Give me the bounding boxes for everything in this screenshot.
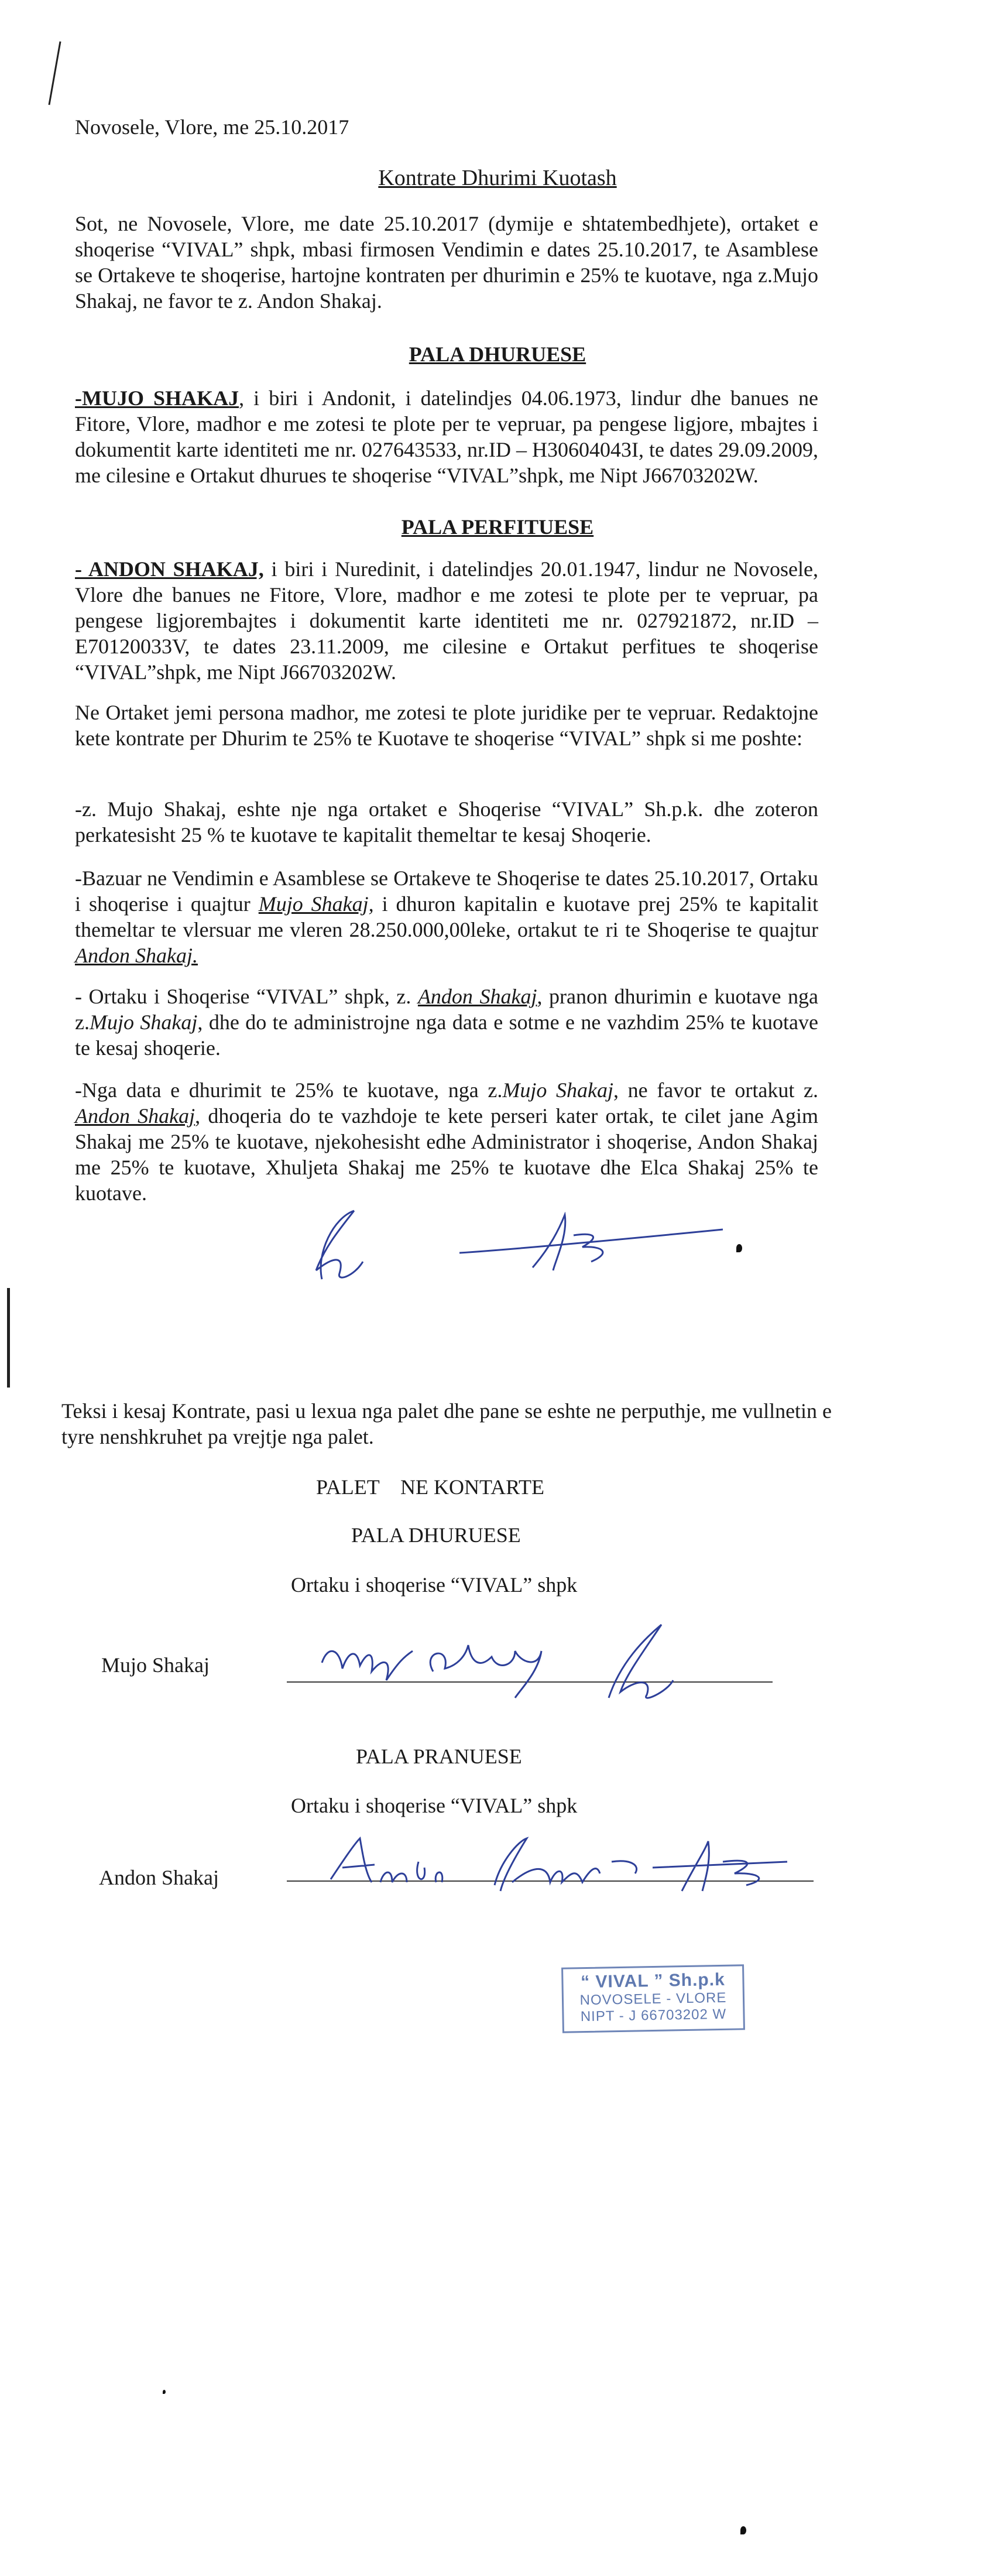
beneficiary-heading: PALA PERFITUESE: [401, 515, 594, 539]
donor-heading: PALA DHURUESE: [409, 342, 586, 366]
acceptance-text-b: , pranon dhurimin e kuotave nga z.: [75, 985, 818, 1034]
place-date: Novosele, Vlore, me 25.10.2017: [75, 115, 349, 139]
scan-dot: [736, 1244, 742, 1252]
receiver-signer-name: Andon Shakaj: [99, 1866, 219, 1889]
partners-donor-name: Mujo Shakaj: [502, 1078, 613, 1102]
donation-text-a: -Bazuar ne Vendimin e Asamblese se Ortakeve te Shoqerise te dates 25.10.2017, Ortaku i shoqerise i quajtur: [75, 866, 818, 916]
company-stamp: [561, 1964, 745, 2033]
stamp-nipt: NIPT - J 66703202 W: [580, 2006, 727, 2025]
donation-donor-name: Mujo Shakaj,: [258, 892, 374, 916]
partners-paragraph: [75, 1077, 818, 1206]
partners-text-b: , ne favor te ortakut z.: [613, 1078, 818, 1102]
beneficiary-paragraph: [75, 556, 818, 685]
contract-title: Kontrate Dhurimi Kuotash: [378, 166, 617, 190]
beneficiary-name: - ANDON SHAKAJ,: [75, 557, 264, 581]
receiver-role: Ortaku i shoqerise “VIVAL” shpk: [291, 1794, 578, 1817]
parties-heading: PALET NE KONTARTE: [316, 1475, 544, 1499]
scan-mark: [48, 42, 61, 105]
scan-mark: [7, 1288, 10, 1388]
partners-text-c: , dhoqeria do te vazhdoje te kete perseri kater ortak, te cilet jane Agim Shakaj me 25% te kuotave, njekohesisht edhe Administrator i shoqerise, Andon Shakaj me 25% te kuotave, Xhuljeta Shakaj me 25% te kuotave dhe Elca Shakaj 25% te kuotave.: [75, 1104, 818, 1205]
donor-role: Ortaku i shoqerise “VIVAL” shpk: [291, 1573, 578, 1597]
partners-text-a: -Nga data e dhurimit te 25% te kuotave, nga z.: [75, 1078, 503, 1102]
stamp-location: NOVOSELE - VLORE: [579, 1989, 727, 2009]
partners-receiver-name: Andon Shakaj: [75, 1104, 195, 1128]
donor-paragraph: [75, 385, 818, 488]
receiver-heading: PALA PRANUESE: [356, 1745, 522, 1768]
intro-paragraph: Sot, ne Novosele, Vlore, me date 25.10.2017 (dymije e shtatembedhjete), ortaket e shoqerise “VIVAL” shpk, mbasi firmosen Vendimin e dates 25.10.2017, te Asamblese se Ortakeve te shoqerise, hartojne kontraten per dhurimin e 25% te kuotave, nga z.Mujo Shakaj, ne favor te z. Andon Shakaj.: [75, 212, 818, 313]
scan-dot: [740, 2526, 746, 2534]
initials-signature-1: [298, 1206, 375, 1288]
donor-name: -MUJO SHAKAJ: [75, 386, 239, 410]
stamp-company-name: “ VIVAL ” Sh.p.k: [580, 1969, 726, 1992]
acceptance-text-c: , dhe do te administrojne nga data e sotme e ne vazhdim 25% te kuotave te kesaj shoqerie.: [75, 1010, 818, 1060]
acceptance-paragraph: [75, 984, 818, 1061]
donor-heading: PALA DHURUESE: [351, 1523, 521, 1547]
closing-paragraph: Teksi i kesaj Kontrate, pasi u lexua nga palet dhe pane se eshte ne perputhje, me vullnetin e tyre nenshkruhet pa vrejtje nga palet.: [61, 1399, 832, 1448]
initials-signature-2: [457, 1212, 726, 1276]
contract-page-2: [0, 1288, 995, 2576]
acceptance-donor-name: Mujo Shakaj: [89, 1010, 198, 1034]
donation-text-b: i dhuron kapitalin e kuotave prej 25% te kapitalit themeltar te vlersuar me vleren 28.250.000,00leke, ortakut te ri te Shoqerise te quajtur: [75, 892, 818, 941]
persons-paragraph: Ne Ortaket jemi persona madhor, me zotesi te plote juridike per te vepruar. Redaktojne kete kontrate per Dhurim te 25% te Kuotave te shoqerise “VIVAL” shpk si me poshte:: [75, 701, 818, 750]
donor-details: , i biri i Andonit, i datelindjes 04.06.1973, lindur dhe banues ne Fitore, Vlore, madhor e me zotesi te plote per te vepruar, pa pengese ligjore, mbajtes i dokumentit karte identiteti me nr. 027643533, nr.ID – H30604043I, te dates 29.09.2009, me cilesine e Ortakut dhurues te shoqerise “VIVAL”shpk, me Nipt J66703202W.: [75, 386, 818, 487]
acceptance-receiver-name: Andon Shakaj: [417, 985, 537, 1008]
donor-signature: [316, 1616, 726, 1704]
scan-dot: [163, 2390, 166, 2394]
donor-signer-name: Mujo Shakaj: [101, 1653, 210, 1677]
ownership-paragraph: -z. Mujo Shakaj, eshte nje nga ortaket e Shoqerise “VIVAL” Sh.p.k. dhe zoteron perkatesisht 25 % te kuotave te kapitalit themeltar te kesaj Shoqerie.: [75, 797, 818, 847]
donation-receiver-name: Andon Shakaj.: [75, 944, 198, 967]
receiver-signature: [325, 1827, 793, 1897]
donation-paragraph: [75, 865, 818, 968]
acceptance-text-a: - Ortaku i Shoqerise “VIVAL” shpk, z.: [75, 985, 418, 1008]
beneficiary-details: i biri i Nuredinit, i datelindjes 20.01.1947, lindur ne Novosele, Vlore dhe banues ne Fitore, Vlore, madhor e me zotesi te plote per te vepruar, pa pengese ligjorembajtes i dokumentit karte identiteti me nr. 027921872, nr.ID – E70120033V, te dates 23.11.2009, me cilesine e Ortakut perfitues te shoqerise “VIVAL”shpk, me Nipt J66703202W.: [75, 557, 818, 684]
